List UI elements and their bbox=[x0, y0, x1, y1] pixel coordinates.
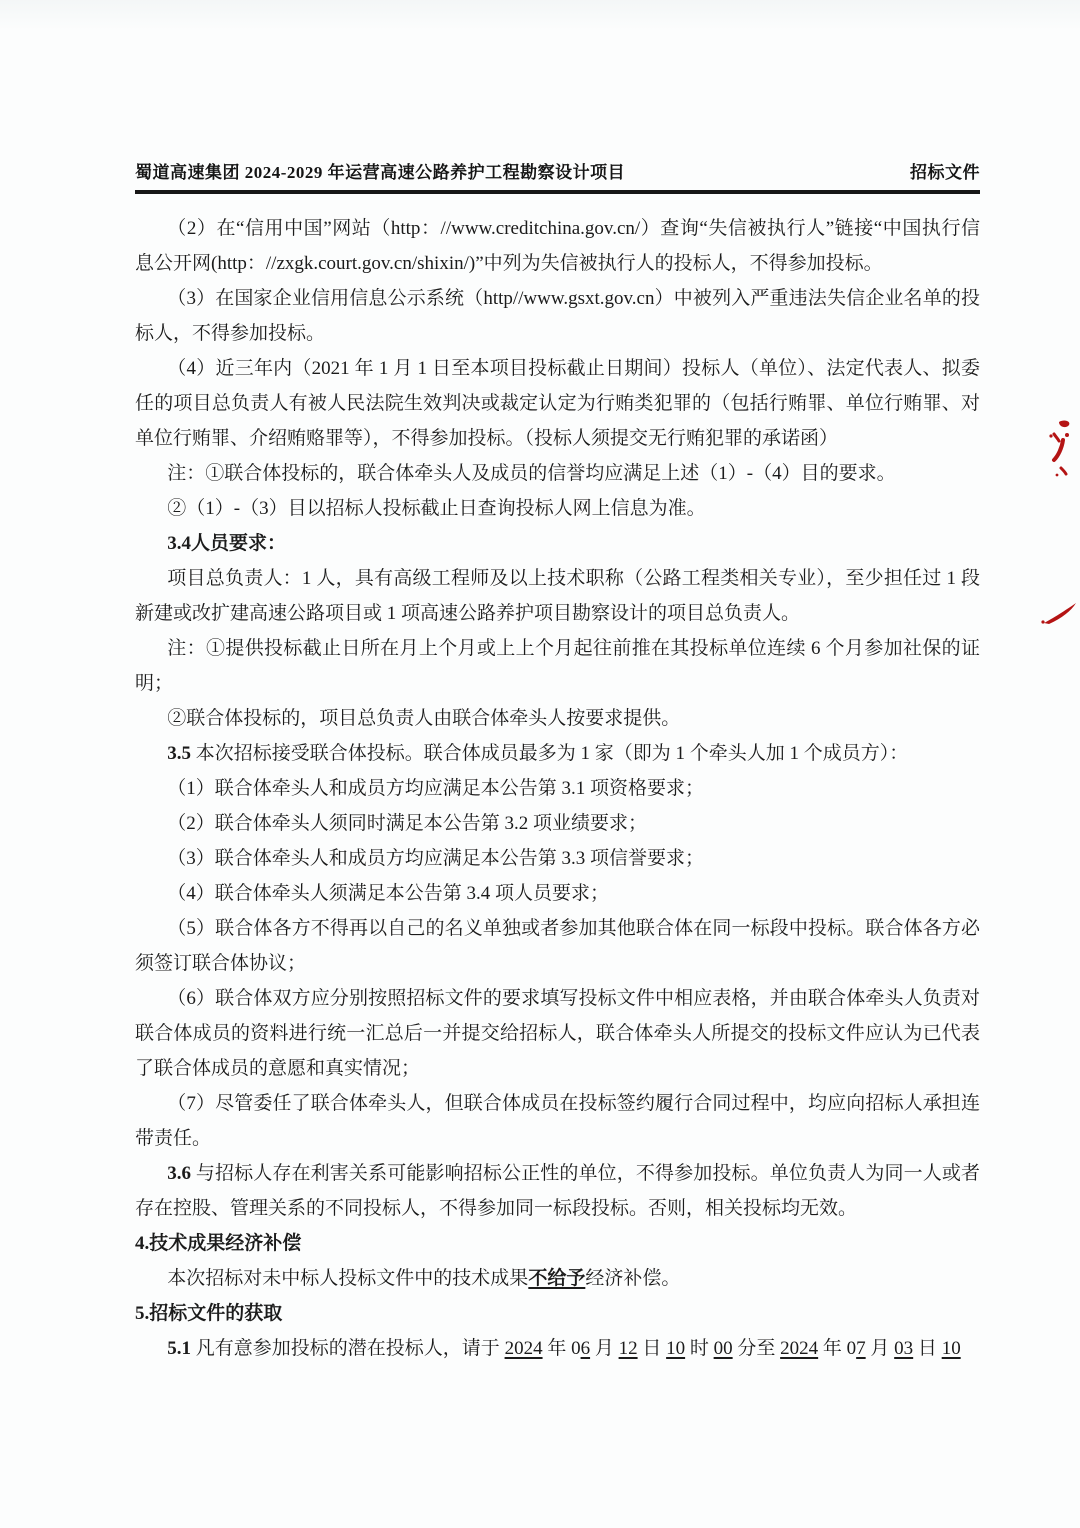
text-segment: 3.5 bbox=[167, 743, 192, 764]
text-segment: 日 bbox=[637, 1338, 667, 1359]
text-segment: 分至 bbox=[732, 1338, 781, 1359]
text-segment: 10 bbox=[941, 1338, 961, 1359]
text-segment: ②（1）-（3）目以招标人投标截止日查询投标人网上信息为准。 bbox=[167, 498, 706, 519]
text-segment: 4.技术成果经济补偿 bbox=[135, 1233, 302, 1254]
text-segment: （5）联合体各方不得再以自己的名义单独或者参加其他联合体在同一标段中投标。联合体各方必须签订联合体协议； bbox=[135, 918, 980, 974]
text-segment: 时 bbox=[685, 1338, 714, 1359]
personnel-note-2 bbox=[135, 701, 980, 736]
text-segment: ②联合体投标的，项目总负责人由联合体牵头人按要求提供。 bbox=[167, 708, 681, 729]
text-segment: 月 bbox=[865, 1338, 895, 1359]
text-segment: 3.6 bbox=[167, 1163, 192, 1184]
text-segment: 月 bbox=[590, 1338, 619, 1359]
consortium-item-7 bbox=[135, 1086, 980, 1156]
text-segment: 日 bbox=[913, 1338, 942, 1359]
text-segment: （2）联合体牵头人须同时满足本公告第 3.2 项业绩要求； bbox=[167, 813, 648, 834]
note-2 bbox=[135, 491, 980, 526]
text-segment: （1）联合体牵头人和成员方均应满足本公告第 3.1 项资格要求； bbox=[167, 778, 705, 799]
scan-edge-smudge bbox=[0, 0, 1080, 30]
consortium-item-4 bbox=[135, 876, 980, 911]
section-4-heading bbox=[135, 1226, 980, 1261]
clause-bribery bbox=[135, 351, 980, 456]
text-segment: （4）近三年内（2021 年 1 月 1 日至本项目投标截止日期间）投标人（单位）、法定代表人、拟委任的项目总负责人有被人民法院生效判决或裁定认定为行贿类犯罪的（包括行贿罪、单位行贿罪、对单位行贿罪、介绍贿赂罪等），不得参加投标。（投标人须提交无行贿犯罪的承诺函） bbox=[135, 358, 980, 449]
section-5-heading bbox=[135, 1296, 980, 1331]
text-segment: 注：①联合体投标的，联合体牵头人及成员的信誉均应满足上述（1）-（4）目的要求。 bbox=[167, 463, 896, 484]
text-segment: 3.4人员要求： bbox=[167, 533, 287, 554]
text-segment: 2024 bbox=[780, 1338, 819, 1359]
consortium-item-5 bbox=[135, 911, 980, 981]
personnel-requirement bbox=[135, 561, 980, 631]
personnel-note-1 bbox=[135, 631, 980, 701]
text-segment: 2024 bbox=[504, 1338, 543, 1359]
note-1 bbox=[135, 456, 980, 491]
text-segment: 与招标人存在利害关系可能影响招标公正性的单位，不得参加投标。单位负责人为同一人或者存在控股、管理关系的不同投标人，不得参加同一标段投标。否则，相关投标均无效。 bbox=[135, 1163, 980, 1219]
consortium-item-3 bbox=[135, 841, 980, 876]
text-segment: 本次招标接受联合体投标。联合体成员最多为 1 家（即为 1 个牵头人加 1 个成员方）： bbox=[191, 743, 909, 764]
text-segment: 7 bbox=[856, 1338, 866, 1359]
text-segment: （4）联合体牵头人须满足本公告第 3.4 项人员要求； bbox=[167, 883, 610, 904]
consortium-item-1 bbox=[135, 771, 980, 806]
text-segment: 10 bbox=[666, 1338, 686, 1359]
text-segment: 项目总负责人：1 人，具有高级工程师及以上技术职称（公路工程类相关专业），至少担任过 1 段新建或改扩建高速公路项目或 1 项高速公路养护项目勘察设计的项目总负责人。 bbox=[135, 568, 980, 624]
document-body bbox=[135, 211, 980, 1366]
header-doc-type-label: 招标文件 bbox=[910, 163, 980, 182]
section-3-6 bbox=[135, 1156, 980, 1226]
clause-5-1 bbox=[135, 1331, 980, 1366]
header-divider bbox=[135, 190, 980, 194]
text-segment: 12 bbox=[618, 1338, 638, 1359]
text-segment: 5.招标文件的获取 bbox=[135, 1303, 283, 1324]
text-segment: 03 bbox=[894, 1338, 914, 1359]
text-segment: （3）联合体牵头人和成员方均应满足本公告第 3.3 项信誉要求； bbox=[167, 848, 705, 869]
text-segment: 不给予 bbox=[528, 1268, 586, 1289]
consortium-item-6 bbox=[135, 981, 980, 1086]
text-segment: 6 bbox=[580, 1338, 591, 1359]
red-ink-mark-icon bbox=[1046, 418, 1076, 482]
text-segment: 00 bbox=[713, 1338, 733, 1359]
consortium-item-2 bbox=[135, 806, 980, 841]
text-segment: （7）尽管委任了联合体牵头人，但联合体成员在投标签约履行合同过程中，均应向招标人承担连带责任。 bbox=[135, 1093, 980, 1149]
header-project-title: 蜀道高速集团 2024-2029 年运营高速公路养护工程勘察设计项目 bbox=[135, 163, 626, 182]
text-segment: 年 0 bbox=[542, 1338, 581, 1359]
section-3-4-heading bbox=[135, 526, 980, 561]
compensation-clause bbox=[135, 1261, 980, 1296]
red-ink-swoosh-icon bbox=[1040, 600, 1080, 628]
text-segment: （3）在国家企业信用信息公示系统（http//www.gsxt.gov.cn）中被列入严重违法失信企业名单的投标人，不得参加投标。 bbox=[135, 288, 980, 344]
text-segment: 年 0 bbox=[818, 1338, 857, 1359]
clause-gsxt bbox=[135, 281, 980, 351]
text-segment: 注：①提供投标截止日所在月上个月或上上个月起往前推在其投标单位连续 6 个月参加社保的证明； bbox=[135, 638, 980, 694]
text-segment: 5.1 bbox=[167, 1338, 192, 1359]
text-segment: （2）在“信用中国”网站（http：//www.creditchina.gov.cn/）查询“失信被执行人”链接“中国执行信息公开网(http：//zxgk.court.gov.cn/shixin/)”中列为失信被执行人的投标人，不得参加投标。 bbox=[135, 218, 980, 274]
text-segment: 本次招标对未中标人投标文件中的技术成果 bbox=[167, 1268, 529, 1289]
text-segment: 凡有意参加投标的潜在投标人，请于 bbox=[191, 1338, 505, 1359]
section-3-5 bbox=[135, 736, 980, 771]
page-header bbox=[135, 158, 980, 183]
page-content bbox=[135, 158, 980, 1366]
text-segment: （6）联合体双方应分别按照招标文件的要求填写投标文件中相应表格，并由联合体牵头人负责对联合体成员的资料进行统一汇总后一并提交给招标人，联合体牵头人所提交的投标文件应认为已代表了联合体成员的意愿和真实情况； bbox=[135, 988, 980, 1079]
clause-credit-china bbox=[135, 211, 980, 281]
text-segment: 经济补偿。 bbox=[585, 1268, 681, 1289]
